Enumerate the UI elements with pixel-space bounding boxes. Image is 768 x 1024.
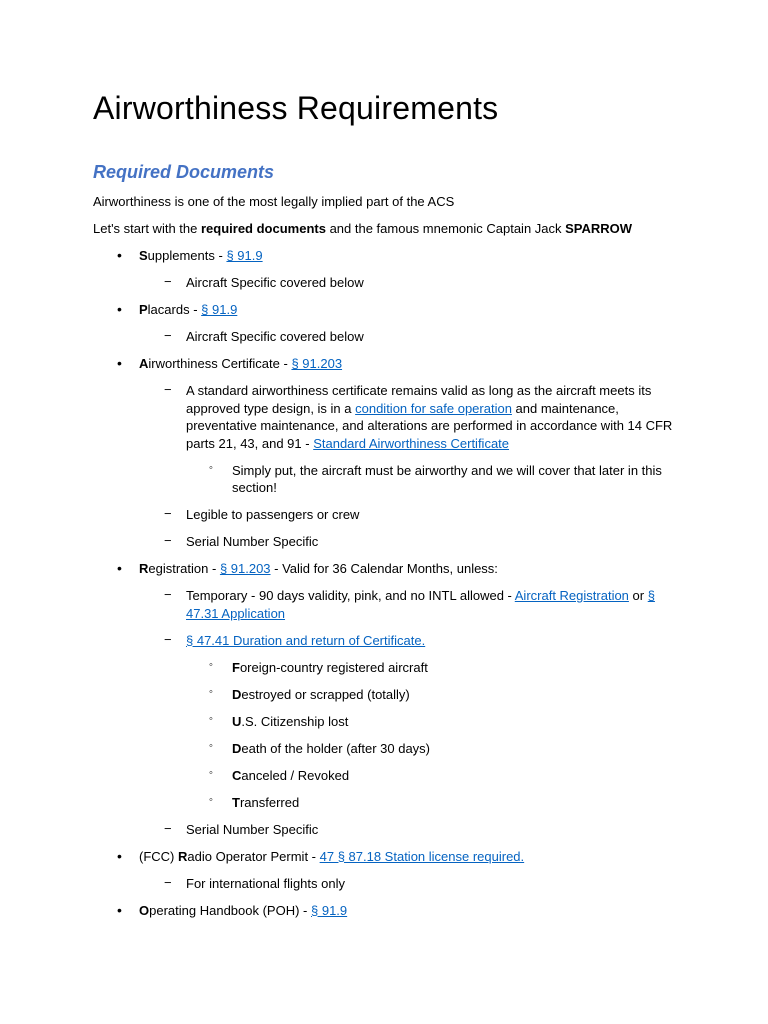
sub-item (93, 533, 683, 551)
sub-sub-item-text: eath of the holder (after 30 days) (241, 740, 431, 756)
lead-bold-required: required documents (200, 221, 326, 236)
item-letter: D (232, 740, 242, 756)
page-title: Airworthiness Requirements (93, 90, 499, 126)
sub-sub-item (93, 686, 683, 704)
document-body (93, 88, 683, 929)
item-label: upplements (147, 248, 215, 263)
sub-item (93, 875, 683, 893)
lead-bold-sparrow: SPARROW (565, 221, 633, 236)
list-item-radio-permit (93, 848, 683, 866)
cfr-link[interactable]: § 91.203 (219, 561, 271, 576)
dash-icon: − (164, 506, 172, 521)
item-letter: P (139, 302, 148, 317)
lead-text-mid: and the famous mnemonic Captain Jack (325, 221, 566, 236)
cfr-link[interactable]: § 91.9 (226, 248, 263, 263)
circle-bullet-icon: ◦ (209, 658, 213, 671)
item-letter: U (232, 713, 242, 729)
list-item-operating-handbook (93, 902, 683, 920)
item-sep: - (279, 356, 292, 371)
circle-bullet-icon: ◦ (209, 712, 213, 725)
sub-item-text: A standard airworthiness certificate remains valid as long as the aircraft meets its approved type design, is in a (186, 383, 652, 416)
aircraft-registration-link[interactable]: Aircraft Registration (514, 588, 629, 603)
item-letter: T (232, 794, 240, 810)
item-letter: S (139, 248, 148, 263)
sub-sub-item (93, 794, 683, 812)
sub-item (93, 821, 683, 839)
dash-icon: − (164, 631, 172, 647)
dash-icon: − (164, 874, 172, 890)
sub-item (93, 506, 683, 524)
item-letter: R (139, 561, 149, 576)
sub-sub-item-text: anceled / Revoked (241, 767, 350, 783)
bullet-icon: • (117, 901, 122, 918)
item-sep: - (208, 561, 220, 576)
item-label: egistration (148, 561, 209, 576)
sub-item-text: Serial Number Specific (186, 534, 319, 549)
bullet-icon: • (117, 247, 122, 263)
sub-item-text: Temporary - 90 days validity, pink, and no INTL allowed - (186, 588, 515, 603)
list-item-supplements (93, 247, 683, 265)
sub-item-text: or (628, 588, 648, 603)
item-letter: C (232, 767, 242, 783)
cfr-link[interactable]: § 91.9 (311, 902, 348, 918)
item-sep: - (308, 848, 320, 864)
bullet-icon: • (117, 355, 122, 371)
item-sep: - (189, 302, 202, 317)
item-sep: - (214, 248, 227, 263)
sub-sub-item (93, 462, 683, 497)
sub-item (93, 632, 683, 650)
sub-item-text: and maintenance, preventative maintenance, and alterations are performed in accordance with 14 CFR parts 21, 43, and 91 - (186, 400, 673, 451)
bullet-icon: • (117, 560, 122, 576)
cfr-link[interactable]: § 91.203 (291, 356, 343, 371)
sub-sub-item (93, 767, 683, 785)
sub-item (93, 328, 683, 346)
bullet-icon: • (117, 301, 122, 317)
circle-bullet-icon: ◦ (209, 685, 213, 698)
sub-item-text: Aircraft Specific covered below (186, 329, 364, 344)
item-label: perating Handbook (POH) (149, 902, 300, 918)
sub-sub-item (93, 740, 683, 758)
list-item-registration (93, 560, 683, 578)
sub-sub-item-text: Simply put, the aircraft must be airworthy and we will cover that later in this section! (232, 462, 662, 495)
sub-item (93, 274, 683, 292)
lead-paragraph (93, 220, 683, 238)
dash-icon: − (164, 382, 172, 397)
list-item-airworthiness-certificate (93, 355, 683, 373)
application-link[interactable]: § 47.31 Application (186, 588, 655, 621)
item-suffix: - Valid for 36 Calendar Months, unless: (270, 561, 498, 576)
sub-sub-item-text: estroyed or scrapped (totally) (241, 686, 410, 702)
intro-paragraph: Airworthiness is one of the most legally implied part of the ACS (93, 194, 455, 209)
circle-bullet-icon: ◦ (209, 461, 213, 474)
sub-sub-item-text: ransferred (239, 794, 300, 810)
sub-sub-item (93, 659, 683, 677)
circle-bullet-icon: ◦ (209, 793, 213, 806)
dash-icon: − (164, 820, 172, 836)
item-letter: A (139, 356, 149, 371)
lead-text: Let's start with the (93, 221, 201, 236)
sub-sub-item (93, 713, 683, 731)
item-letter: F (232, 659, 240, 675)
sub-item-text: Serial Number Specific (186, 821, 319, 837)
duration-certificate-link[interactable]: § 47.41 Duration and return of Certificate. (186, 632, 426, 648)
item-letter: D (232, 686, 242, 702)
item-sep: - (299, 902, 311, 918)
sub-item-text: For international flights only (186, 875, 345, 891)
item-label: adio Operator Permit (187, 848, 309, 864)
sub-item-text: Aircraft Specific covered below (186, 275, 364, 290)
item-label: lacards (147, 302, 190, 317)
dash-icon: − (164, 274, 172, 289)
safe-operation-link[interactable]: condition for safe operation (355, 400, 512, 416)
sub-item (93, 587, 683, 622)
dash-icon: − (164, 587, 172, 602)
sub-sub-item-text: .S. Citizenship lost (241, 713, 349, 729)
circle-bullet-icon: ◦ (209, 766, 213, 779)
standard-certificate-link[interactable]: Standard Airworthiness Certificate (313, 435, 510, 451)
sub-item (93, 382, 683, 452)
item-label: irworthiness Certificate (148, 356, 280, 371)
item-letter: O (139, 902, 150, 918)
item-prefix: (FCC) (139, 848, 178, 864)
sparrow-list (93, 247, 683, 919)
circle-bullet-icon: ◦ (209, 739, 213, 752)
section-heading: Required Documents (93, 162, 275, 182)
bullet-icon: • (117, 847, 122, 864)
cfr-link[interactable]: § 91.9 (201, 302, 238, 317)
list-item-placards (93, 301, 683, 319)
sub-sub-item-text: oreign-country registered aircraft (239, 659, 428, 675)
sub-item-text: Legible to passengers or crew (186, 507, 360, 522)
station-license-link[interactable]: 47 § 87.18 Station license required. (319, 848, 525, 864)
dash-icon: − (164, 533, 172, 548)
dash-icon: − (164, 328, 172, 343)
item-letter: R (178, 848, 188, 864)
